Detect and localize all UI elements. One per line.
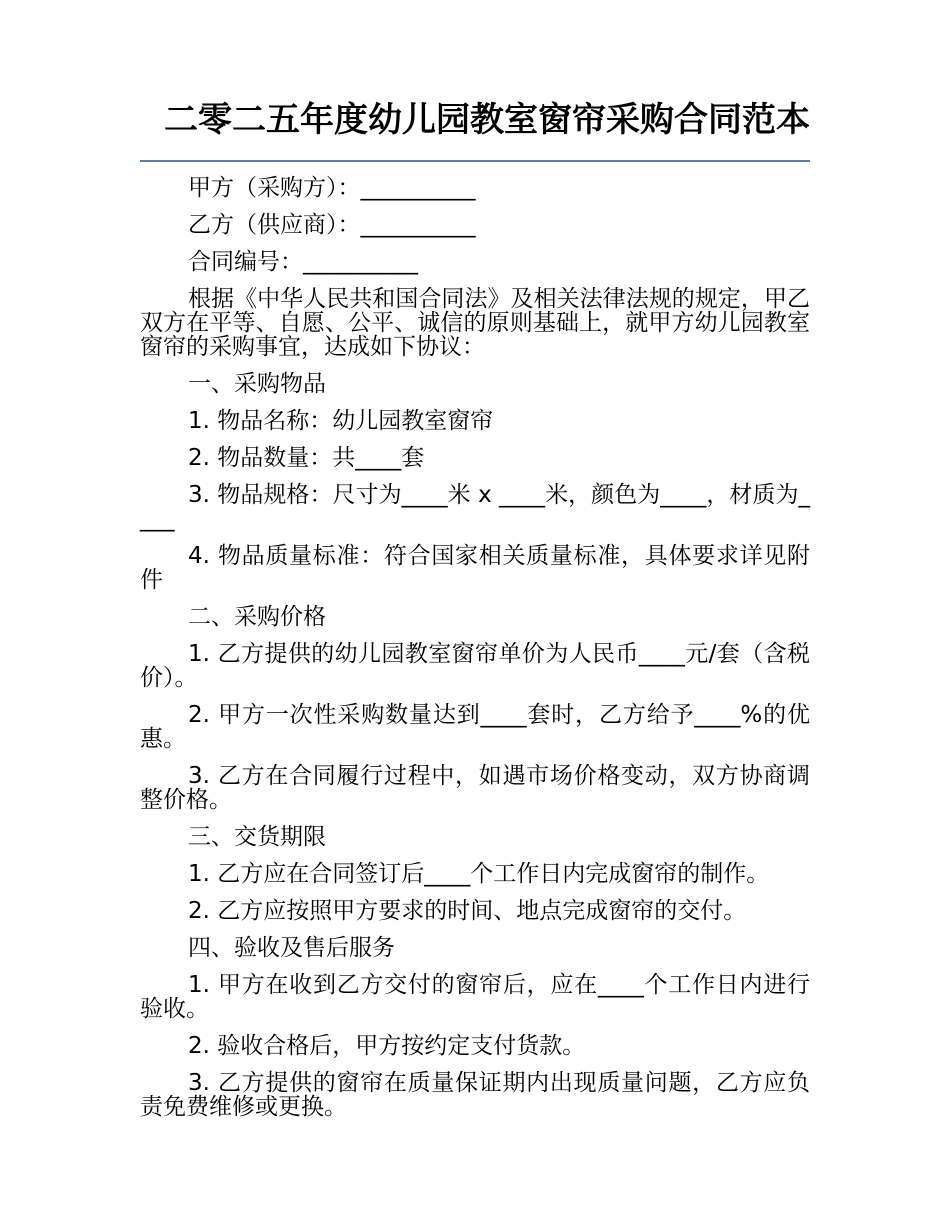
clause-2-2: 2. 甲方一次性采购数量达到____套时，乙方给予____%的优惠。	[140, 702, 810, 752]
party-a-line: 甲方（采购方）：__________	[188, 175, 476, 201]
document-title: 二零二五年度幼儿园教室窗帘采购合同范本	[164, 100, 810, 140]
title-underline	[140, 160, 810, 162]
document-body	[140, 176, 810, 1132]
clause-2-3: 3. 乙方在合同履行过程中，如遇市场价格变动，双方协商调整价格。	[140, 763, 810, 813]
clause-1-4: 4. 物品质量标准：符合国家相关质量标准，具体要求详见附件	[140, 543, 810, 593]
clause-2-1: 1. 乙方提供的幼儿园教室窗帘单价为人民币____元/套（含税价）。	[140, 641, 810, 691]
contract-number-line: 合同编号：__________	[188, 249, 418, 275]
clause-1-3: 3. 物品规格：尺寸为____米 x ____米，颜色为____，材质为____	[140, 482, 810, 532]
clause-1-1: 1. 物品名称：幼儿园教室窗帘	[188, 408, 494, 434]
clause-1-2: 2. 物品数量：共____套	[188, 445, 425, 471]
section-heading-1: 一、采购物品	[188, 371, 326, 397]
section-heading-3: 三、交货期限	[188, 824, 326, 850]
section-heading-4: 四、验收及售后服务	[188, 935, 395, 961]
clause-4-2: 2. 验收合格后，甲方按约定支付货款。	[188, 1033, 586, 1059]
clause-3-2: 2. 乙方应按照甲方要求的时间、地点完成窗帘的交付。	[188, 898, 747, 924]
clause-4-3: 3. 乙方提供的窗帘在质量保证期内出现质量问题，乙方应负责免费维修或更换。	[140, 1070, 810, 1120]
party-b-line: 乙方（供应商）：__________	[188, 212, 476, 238]
clause-4-1: 1. 甲方在收到乙方交付的窗帘后，应在____个工作日内进行验收。	[140, 972, 810, 1022]
preamble-paragraph: 根据《中华人民共和国合同法》及相关法律法规的规定，甲乙双方在平等、自愿、公平、诚信的原则基础上，就甲方幼儿园教室窗帘的采购事宜，达成如下协议：	[140, 286, 810, 360]
section-heading-2: 二、采购价格	[188, 604, 326, 630]
clause-3-1: 1. 乙方应在合同签订后____个工作日内完成窗帘的制作。	[188, 861, 770, 887]
